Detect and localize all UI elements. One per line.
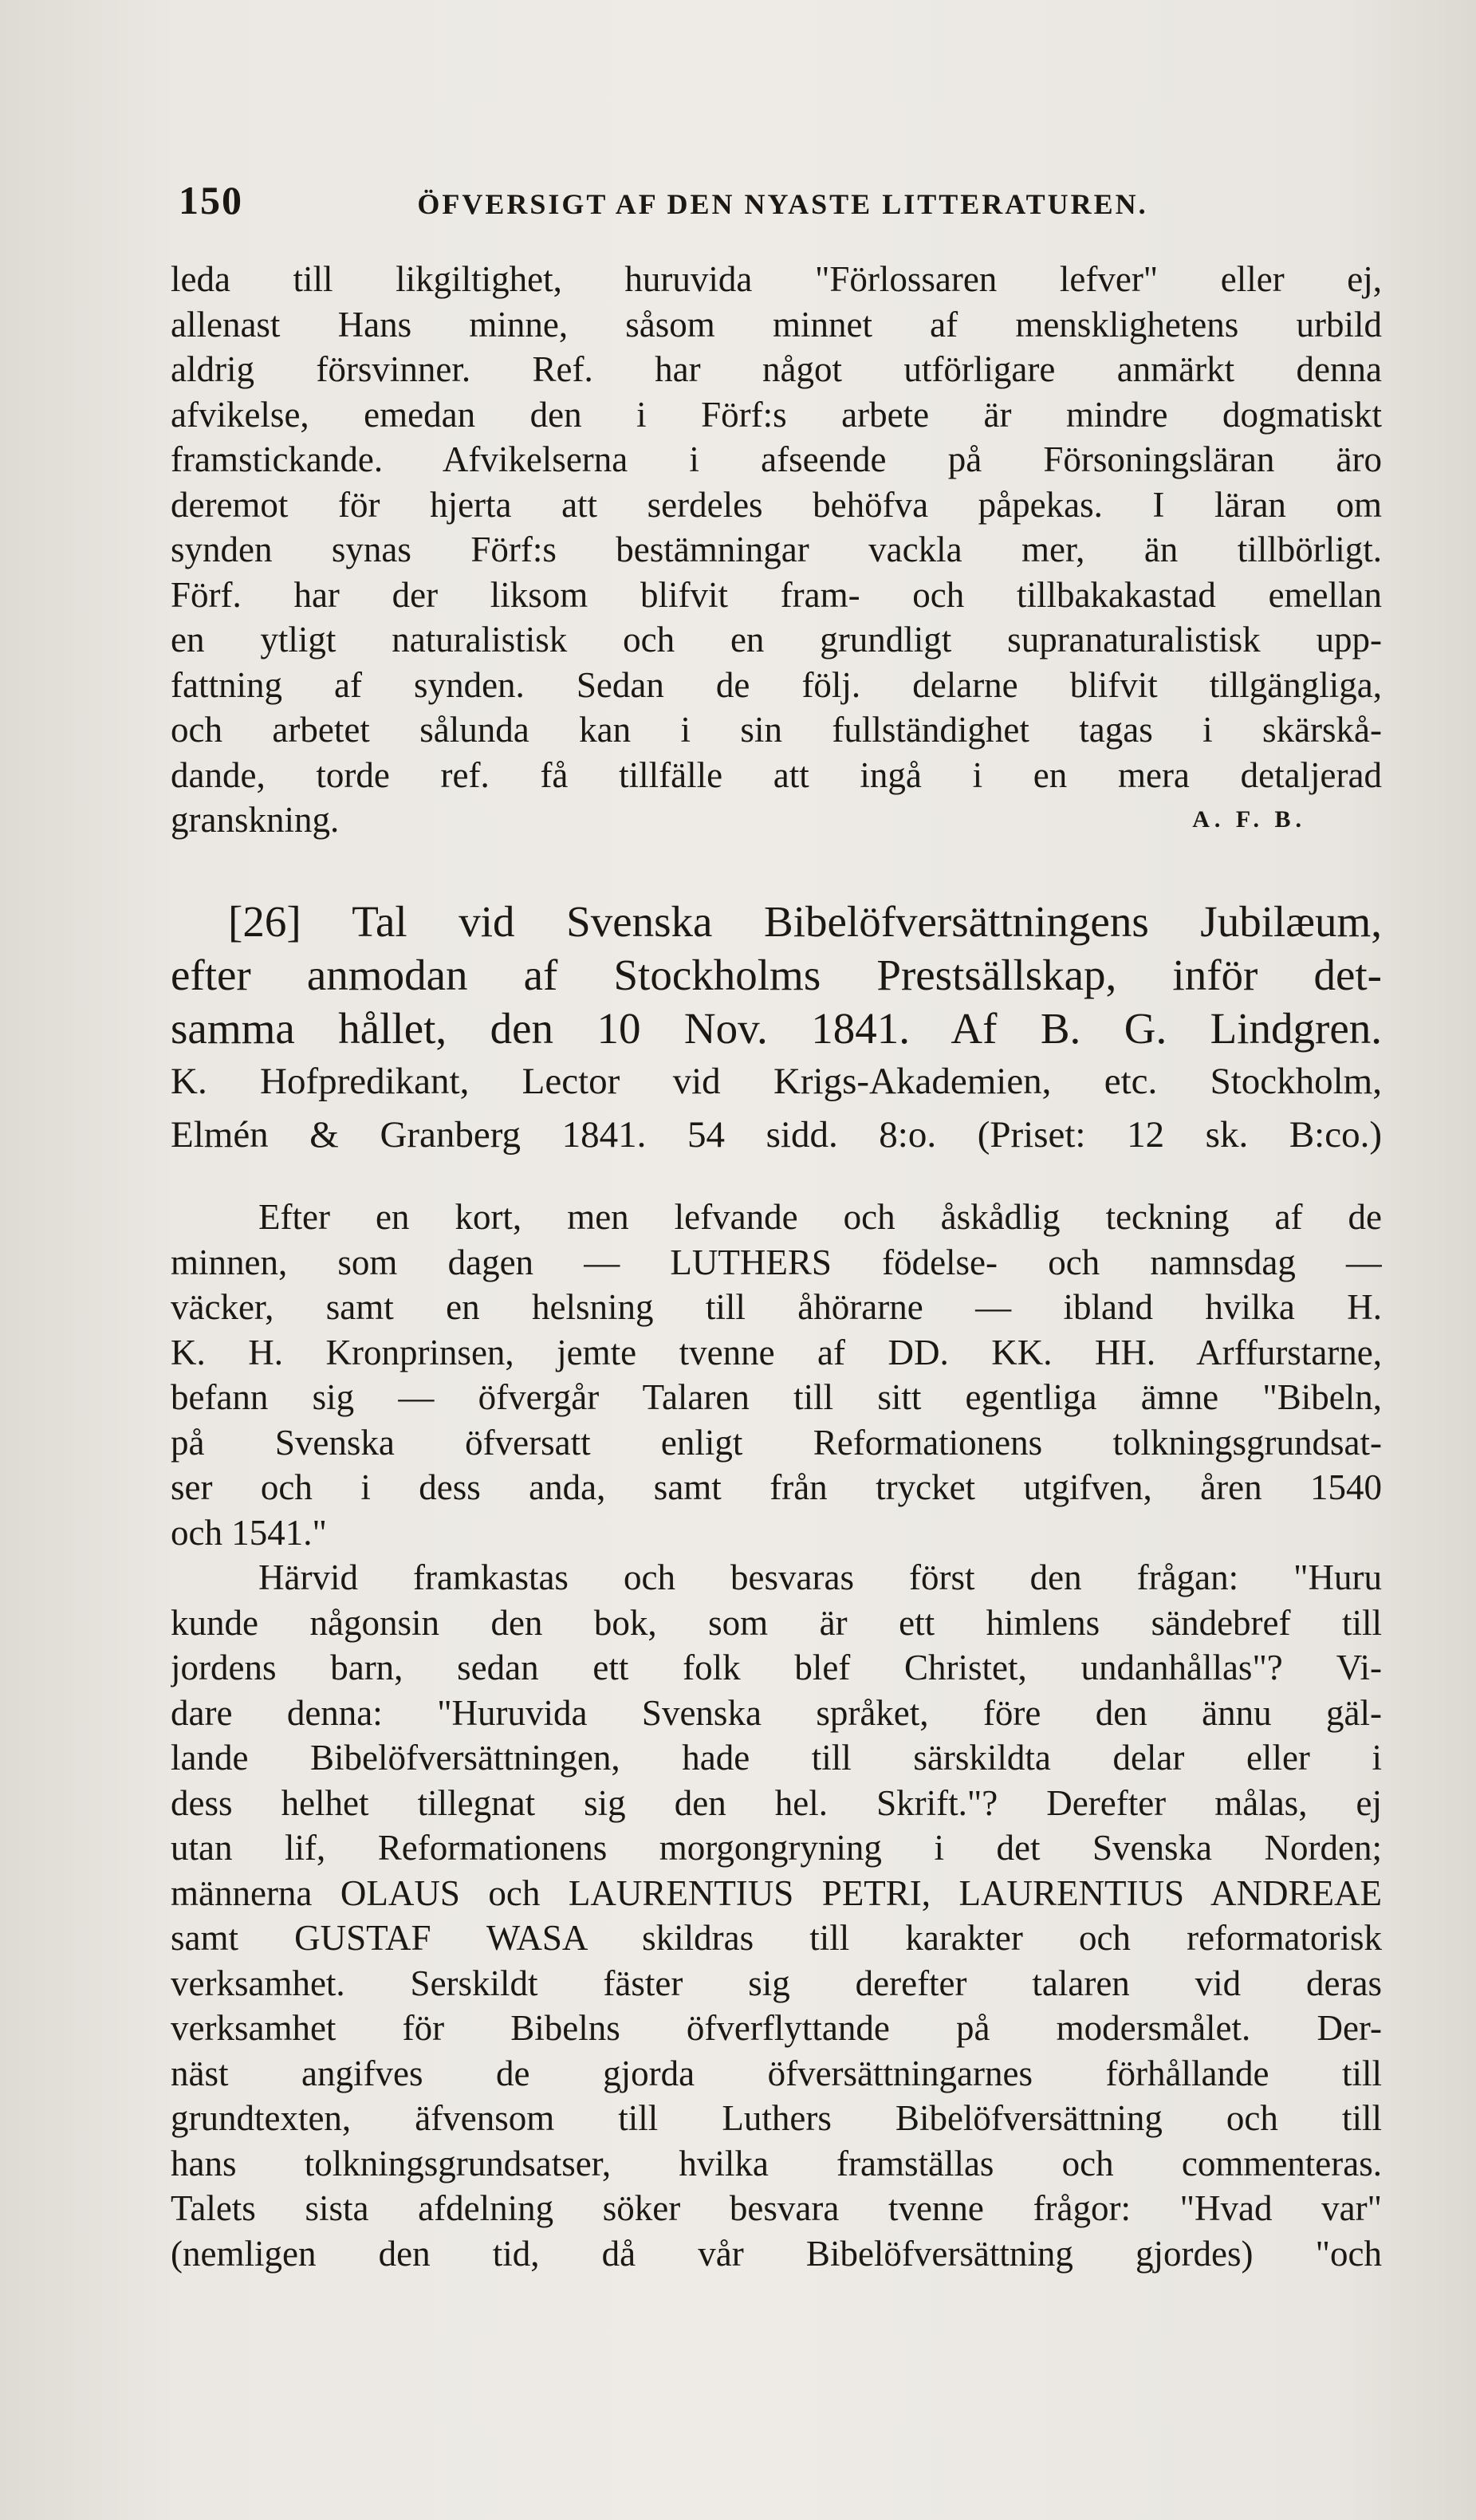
text-line: befann sig — öfvergår Talaren till sitt egentliga ämne "Bibeln, <box>171 1377 1382 1417</box>
review-end-paragraph <box>171 257 1382 843</box>
entry-detail-line: Elmén & Granberg 1841. 54 sidd. 8:o. (Priset: 12 sk. B:co.) <box>171 1114 1382 1156</box>
text-line: männerna OLAUS och LAURENTIUS PETRI, LAURENTIUS ANDREAE <box>171 1872 1382 1913</box>
text-line: en ytligt naturalistisk och en grundligt supranaturalistisk upp- <box>171 620 1382 660</box>
text-line: synden synas Förf:s bestämningar vackla mer, än tillbörligt. <box>171 530 1382 569</box>
text-line: framstickande. Afvikelserna i afseende på Försoningsläran äro <box>171 439 1382 479</box>
review-body <box>171 1195 1382 2276</box>
text-line: allenast Hans minne, såsom minnet af mensklighetens urbild <box>171 304 1382 345</box>
text-line: verksamhet. Serskildt fäster sig derefter talaren vid deras <box>171 1963 1382 2003</box>
text-line: dare denna: "Huruvida Svenska språket, före den ännu gäl- <box>171 1692 1382 1733</box>
reviewer-signature: A. F. B. <box>1192 806 1306 833</box>
text-line: grundtexten, äfvensom till Luthers Bibelöfversättning och till <box>171 2098 1382 2138</box>
page-number: 150 <box>179 178 243 222</box>
running-title: ÖFVERSIGT AF DEN NYASTE LITTERATUREN. <box>417 188 1148 220</box>
text-line: aldrig försvinner. Ref. har något utförligare anmärkt denna <box>171 349 1382 389</box>
entry-detail-line: K. Hofpredikant, Lector vid Krigs-Akademien, etc. Stockholm, <box>171 1061 1382 1102</box>
entry-heading <box>171 895 1382 1162</box>
last-word: granskning. <box>171 800 340 840</box>
text-line: deremot för hjerta att serdeles behöfva påpekas. I läran om <box>171 484 1382 525</box>
text-line: på Svenska öfversatt enligt Reformationens tolkningsgrundsat- <box>171 1422 1382 1463</box>
text-line: minnen, som dagen — LUTHERS födelse- och namnsdag — <box>171 1242 1382 1282</box>
text-line-last: och 1541." <box>171 1512 327 1553</box>
text-line: afvikelse, emedan den i Förf:s arbete är mindre dogmatiskt <box>171 394 1382 435</box>
text-line: dande, torde ref. få tillfälle att ingå i en mera detaljerad <box>171 754 1382 795</box>
text-line: leda till likgiltighet, huruvida "Förlossaren lefver" eller ej, <box>171 259 1382 299</box>
entry-title-line: efter anmodan af Stockholms Prestsällskap, inför det- <box>171 951 1382 999</box>
text-line: ser och i dess anda, samt från trycket utgifven, åren 1540 <box>171 1467 1382 1507</box>
text-line: fattning af synden. Sedan de följ. delarne blifvit tillgängliga, <box>171 664 1382 705</box>
text-line: Efter en kort, men lefvande och åskådlig teckning af de <box>258 1197 1382 1237</box>
text-line: K. H. Kronprinsen, jemte tvenne af DD. KK. HH. Arffurstarne, <box>171 1332 1382 1372</box>
entry-title-line: samma hållet, den 10 Nov. 1841. Af B. G. Lindgren. <box>171 1004 1382 1053</box>
text-line: väcker, samt en helsning till åhörarne — ibland hvilka H. <box>171 1287 1382 1327</box>
page-header <box>179 177 1291 225</box>
text-line: och arbetet sålunda kan i sin fullständighet tagas i skärskå- <box>171 710 1382 750</box>
text-line: hans tolkningsgrundsatser, hvilka framställas och commenteras. <box>171 2143 1382 2183</box>
text-line-last <box>171 797 1382 843</box>
text-line: dess helhet tillegnat sig den hel. Skrift."? Derefter målas, ej <box>171 1782 1382 1823</box>
text-line: kunde någonsin den bok, som är ett himlens sändebref till <box>171 1602 1382 1643</box>
entry-title-line: [26] Tal vid Svenska Bibelöfversättningens Jubilæum, <box>228 897 1382 946</box>
text-line: näst angifves de gjorda öfversättningarnes förhållande till <box>171 2053 1382 2093</box>
text-line: Härvid framkastas och besvaras först den frågan: "Huru <box>258 1557 1382 1597</box>
text-line: verksamhet för Bibelns öfverflyttande på modersmålet. Der- <box>171 2008 1382 2048</box>
text-line: Förf. har der liksom blifvit fram- och tillbakakastad emellan <box>171 574 1382 615</box>
text-line: Talets sista afdelning söker besvara tvenne frågor: "Hvad var" <box>171 2188 1382 2228</box>
text-line: lande Bibelöfversättningen, hade till särskildta delar eller i <box>171 1738 1382 1778</box>
text-line: (nemligen den tid, då vår Bibelöfversättning gjordes) "och <box>171 2233 1382 2274</box>
text-line: samt GUSTAF WASA skildras till karakter och reformatorisk <box>171 1918 1382 1958</box>
text-line: utan lif, Reformationens morgongryning i det Svenska Norden; <box>171 1828 1382 1868</box>
text-line: jordens barn, sedan ett folk blef Christet, undanhållas"? Vi- <box>171 1648 1382 1687</box>
